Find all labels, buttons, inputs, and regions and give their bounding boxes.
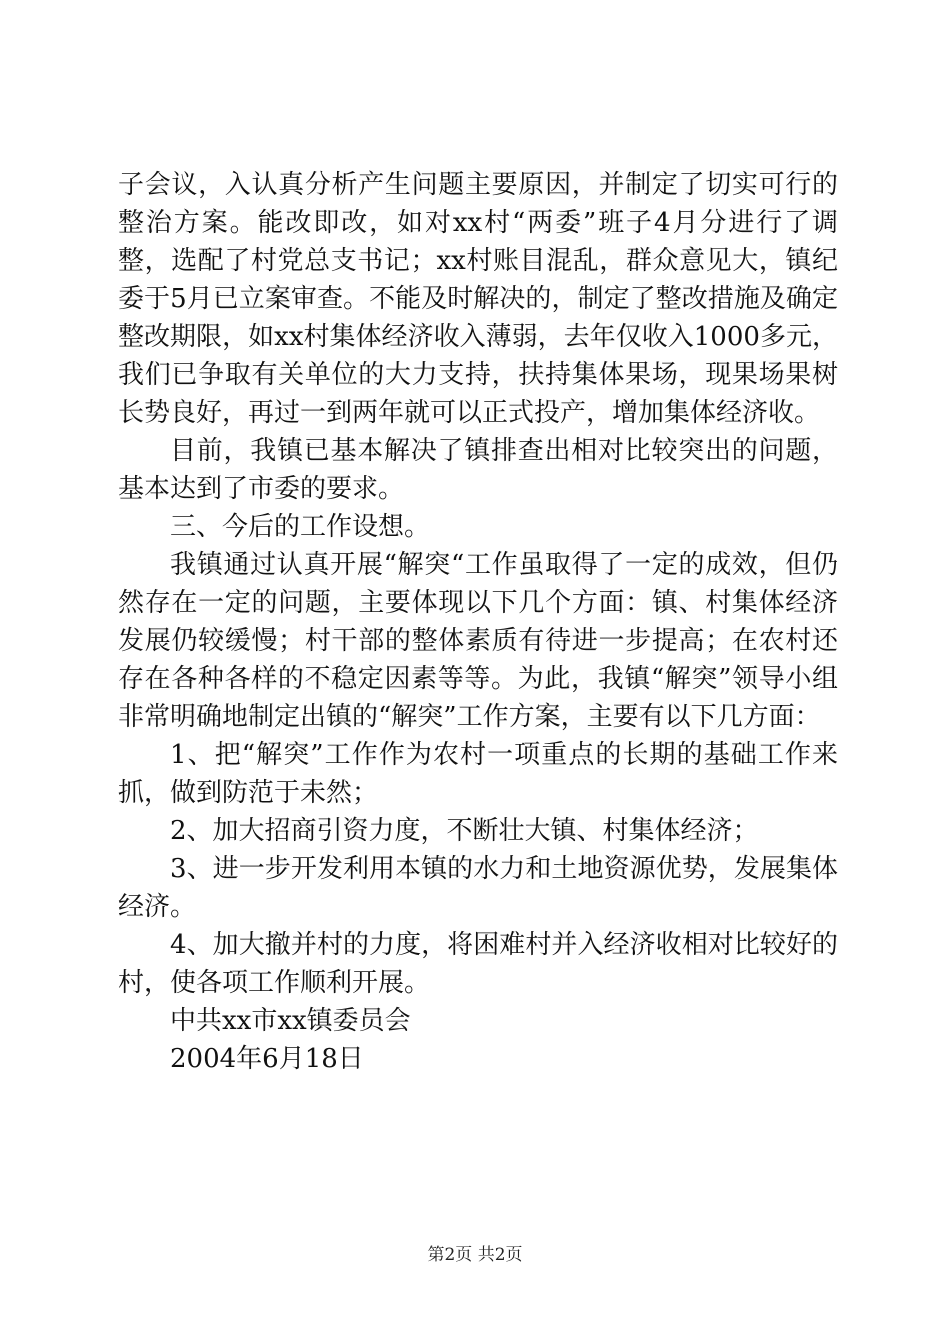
plan-item-4: 4、加大撤并村的力度，将困难村并入经济收相对比较好的村，使各项工作顺利开展。 [118, 930, 838, 998]
plan-item-2: 2、加大招商引资力度，不断壮大镇、村集体经济； [170, 816, 759, 846]
document-body [118, 166, 838, 1078]
paragraph-current-status: 目前，我镇已基本解决了镇排查出相对比较突出的问题，基本达到了市委的要求。 [118, 436, 838, 504]
paragraph-continuation: 子会议，入认真分析产生问题主要原因，并制定了切实可行的整治方案。能改即改，如对xx村“两委”班子4月分进行了调整，选配了村党总支书记；xx村账目混乱，群众意见大，镇纪委于5月已立案审查。不能及时解决的，制定了整改措施及确定整改期限，如xx村集体经济收入薄弱，去年仅收入1000多元，我们已争取有关单位的大力支持，扶持集体果场，现果场果树长势良好，再过一到两年就可以正式投产，增加集体经济收。 [118, 170, 838, 428]
paragraph-remaining-problems: 我镇通过认真开展“解突“工作虽取得了一定的成效，但仍然存在一定的问题，主要体现以下几个方面：镇、村集体经济发展仍较缓慢；村干部的整体素质有待进一步提高；在农村还存在各种各样的不稳定因素等等。为此，我镇“解突”领导小组非常明确地制定出镇的“解突”工作方案，主要有以下几方面： [118, 550, 838, 732]
page-footer: 第2页 共2页 [427, 1245, 523, 1265]
signature-organization: 中共xx市xx镇委员会 [170, 1006, 411, 1036]
plan-item-3: 3、进一步开发利用本镇的水力和土地资源优势，发展集体经济。 [118, 854, 838, 922]
section-heading-future-plans: 三、今后的工作设想。 [170, 512, 431, 542]
signature-date: 2004年6月18日 [170, 1044, 364, 1074]
plan-item-1: 1、把“解突”工作作为农村一项重点的长期的基础工作来抓，做到防范于未然； [118, 740, 838, 808]
